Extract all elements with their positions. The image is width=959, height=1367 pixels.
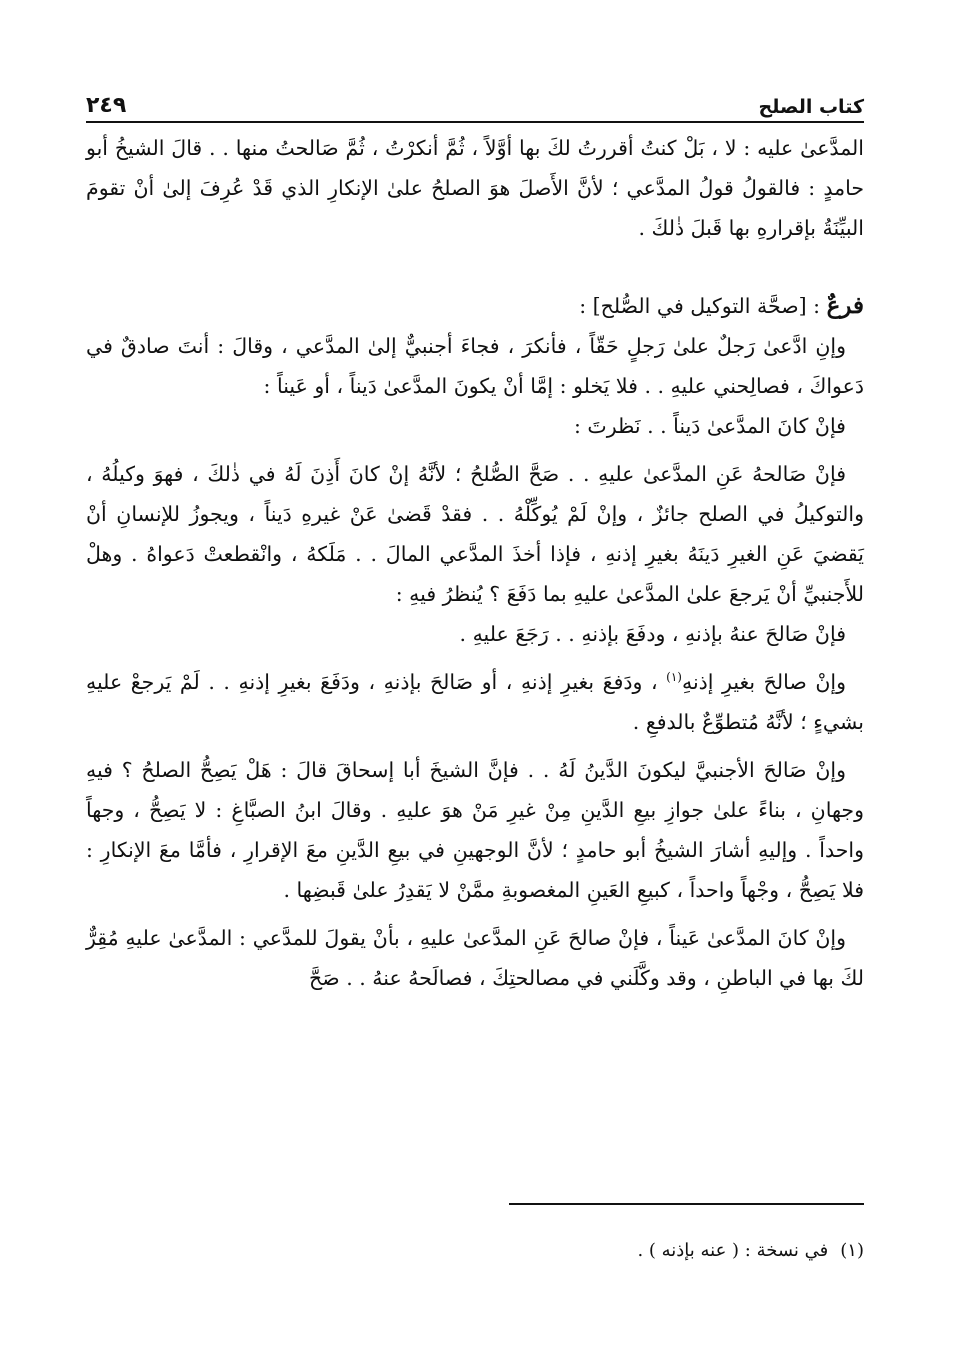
paragraph-6-start: وإنْ صالحَ بغيرِ إذنهِ — [681, 670, 846, 694]
page-number: ٢٤٩ — [86, 93, 127, 118]
footnote-text: في نسخة : ( عنه بإذنه ) . — [637, 1240, 829, 1261]
paragraph-2: وإنِ ادَّعىٰ رَجلٌ علىٰ رَجلٍ حَقّاً ، فأنكرَ ، فجاءَ أجنبيٌّ إلىٰ المدَّعي ، وقالَ : أنتَ صادقٌ في دَعواكَ ، فصالِحني عليهِ . . فلا يَخلو : إمَّا أنْ يكونَ المدَّعىٰ دَيناً ، أو عَيناً : — [86, 334, 864, 398]
paragraph-6 — [86, 662, 864, 742]
paragraph-6-end: ، ودَفعَ بغيرِ إذنهِ ، أو صَالحَ بإذنهِ ، ودَفَعَ بغيرِ إذنهِ . . لَمْ يَرجعْ عليهِ بشيءٍ ؛ لأنَّهُ مُتطوِّعٌ بالدفعِ . — [86, 670, 864, 734]
footnote-number: (١) — [840, 1240, 864, 1261]
running-title: كتاب الصلح — [758, 96, 864, 118]
footnote — [86, 1236, 864, 1266]
branch-word: فرعٌ — [826, 292, 864, 319]
page-header — [86, 78, 864, 118]
footnote-divider — [509, 1203, 864, 1205]
paragraph-5: فإنْ صَالحَ عنهُ بإذنهِ ، ودفَعَ بإذنهِ . . رَجَعَ عليهِ . — [459, 622, 846, 646]
paragraph-7: وإنْ صَالحَ الأجنبيَّ ليكونَ الدَّينُ لَهُ . . فإنَّ الشيخَ أبا إسحاقَ قالَ : هَلْ يَصِحُّ الصلحُ ؟ فيهِ وجهانِ ، بناءً علىٰ جوازِ بيعِ الدَّينِ مِنْ غيرِ مَنْ هوَ عليهِ . وقالَ ابنُ الصبَّاغِ : لا يَصِحُّ ، وجهاً واحداً . وإليهِ أشارَ الشيخُ أبو حامدٍ ؛ لأنَّ الوجهينِ في بيعِ الدَّينِ معَ الإقرارِ ، فأمَّا معَ الإنكارِ : فلا يَصِحُّ ، وجْهاً واحداً ، كبيعِ العَينِ المغصوبةِ ممَّنْ لا يَقدِرُ علىٰ قَبضِها . — [86, 758, 865, 902]
header-divider — [86, 121, 864, 123]
footnote-marker[interactable]: (١) — [666, 670, 682, 685]
paragraph-3: فإنْ كانَ المدَّعىٰ دَيناً . . نَظرتَ : — [574, 414, 846, 438]
paragraph-8: وإنْ كانَ المدَّعىٰ عَيناً ، فإنْ صالحَ عَنِ المدَّعىٰ عليهِ ، بأنْ يقولَ للمدَّعي : المدَّعىٰ عليهِ مُقِرٌّ لكَ بها في الباطنِ ، وقد وكَّلَني في مصالحتِكَ ، فصالَحهُ عنهُ . . صَحَّ — [86, 926, 864, 990]
paragraph-4: فإنْ صَالحهُ عَنِ المدَّعىٰ عليهِ . . صَحَّ الصُّلحُ ؛ لأنَّهُ إنْ كانَ أَذِنَ لَهُ في ذٰلكَ ، فهوَ وكيلُهُ ، والتوكيلُ في الصلح جائزٌ ، وإنْ لَمْ يُوكِّلْهُ . . فقدْ قَضىٰ عَنْ غيرهِ دَيناً ، ويجوزُ للإنسانِ أنْ يَقضيَ عَنِ الغيرِ دَينَهُ بغيرِ إذنهِ ، فإذا أخذَ المدَّعي المالَ . . مَلَكهُ ، وانْقطعتْ دَعواهُ . وهلْ للأَجنبيِّ أنْ يَرجعَ علىٰ المدَّعىٰ عليهِ بما دَفَعَ ؟ يُنظرُ فيهِ : — [86, 462, 864, 606]
branch-title: : [صحَّة التوكيل في الصُّلح] : — [579, 294, 827, 318]
paragraph-1: المدَّعىٰ عليه : لا ، بَلْ كنتُ أقررتُ لكَ بها أوَّلاً ، ثُمَّ أنكرْتُ ، ثُمَّ صَالحتُ منها . . قالَ الشيخُ أبو حامدٍ : فالقولُ قولُ المدَّعي ؛ لأنَّ الأَصلَ هوَ الصلحُ علىٰ الإنكارِ الذي قَدْ عُرِفَ إلىٰ أنْ تقومَ البيِّنَةُ بإقرارهِ بها قَبلَ ذٰلكَ . — [86, 136, 864, 240]
branch-heading — [86, 286, 864, 326]
main-text — [86, 128, 864, 998]
